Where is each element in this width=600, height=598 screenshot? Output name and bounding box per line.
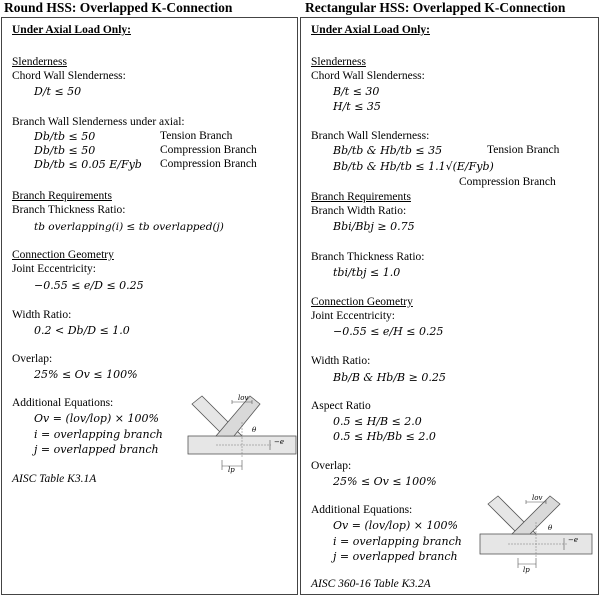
right-req-heading: Branch Requirements: [311, 191, 411, 203]
right-overlap-eq: 25% ≤ Ov ≤ 100%: [333, 475, 437, 488]
left-add-label: Additional Equations:: [12, 397, 114, 409]
left-k-connection-diagram: [186, 392, 298, 474]
left-overlap-eq: 25% ≤ Ov ≤ 100%: [34, 368, 138, 381]
left-panel: [1, 17, 298, 595]
e-label: −e: [568, 536, 579, 544]
left-ecc-eq: −0.55 ≤ e/D ≤ 0.25: [34, 279, 144, 292]
right-width-label: Width Ratio:: [311, 355, 371, 367]
left-overlap-label: Overlap:: [12, 353, 53, 365]
right-chord-eq-1: B/t ≤ 30: [333, 85, 380, 98]
left-add-eq-1: Ov = (lov/lop) × 100%: [34, 412, 159, 425]
left-branch-label: Branch Wall Slenderness under axial:: [12, 116, 185, 128]
theta-label: θ: [252, 426, 257, 434]
right-bwidth-eq: Bbi/Bbj ≥ 0.75: [333, 220, 415, 233]
right-header: Under Axial Load Only:: [311, 24, 430, 36]
left-branch-eq-3: Db/tb ≤ 0.05 E/Fyb: [34, 158, 142, 171]
lp-label: lp: [523, 566, 530, 574]
right-branch-type-2: Compression Branch: [459, 176, 556, 188]
right-width-eq: Bb/B & Hb/B ≥ 0.25: [333, 371, 446, 384]
right-title: Rectangular HSS: Overlapped K-Connection: [305, 0, 566, 15]
left-branch-type-1: Tension Branch: [160, 130, 233, 142]
right-bthick-label: Branch Thickness Ratio:: [311, 251, 425, 263]
lov-label: lov: [532, 494, 543, 502]
right-aspect-eq-2: 0.5 ≤ Hb/Bb ≤ 2.0: [333, 430, 436, 443]
right-add-eq-3: j = overlapped branch: [333, 550, 458, 563]
left-chord-eq: D/t ≤ 50: [34, 85, 82, 98]
right-chord-eq-2: H/t ≤ 35: [333, 100, 381, 113]
right-aspect-label: Aspect Ratio: [311, 400, 371, 412]
right-bthick-eq: tbi/tbj ≤ 1.0: [333, 266, 401, 279]
left-source: AISC Table K3.1A: [12, 473, 97, 485]
left-ecc-label: Joint Eccentricity:: [12, 263, 96, 275]
left-branch-eq-1: Db/tb ≤ 50: [34, 130, 96, 143]
left-title: Round HSS: Overlapped K-Connection: [4, 0, 233, 15]
left-width-eq: 0.2 < Db/D ≤ 1.0: [34, 324, 130, 337]
right-add-label: Additional Equations:: [311, 504, 413, 516]
left-thick-eq: tb overlapping(i) ≤ tb overlapped(j): [34, 221, 224, 233]
left-add-eq-3: j = overlapped branch: [34, 443, 159, 456]
right-chord-label: Chord Wall Slenderness:: [311, 70, 425, 82]
left-add-eq-2: i = overlapping branch: [34, 428, 163, 441]
right-overlap-label: Overlap:: [311, 460, 352, 472]
right-branch-type-1: Tension Branch: [487, 144, 560, 156]
theta-label: θ: [548, 524, 553, 532]
right-branch-eq-1: Bb/tb & Hb/tb ≤ 35: [333, 144, 443, 157]
right-add-eq-2: i = overlapping branch: [333, 535, 462, 548]
left-header: Under Axial Load Only:: [12, 24, 131, 36]
left-thick-label: Branch Thickness Ratio:: [12, 204, 126, 216]
right-geom-heading: Connection Geometry: [311, 296, 413, 308]
lov-label: lov: [238, 394, 249, 402]
right-k-connection-diagram: [478, 494, 594, 574]
left-branch-type-2: Compression Branch: [160, 144, 257, 156]
right-ecc-label: Joint Eccentricity:: [311, 310, 395, 322]
lp-label: lp: [228, 466, 235, 474]
left-branch-type-3: Compression Branch: [160, 158, 257, 170]
left-req-heading: Branch Requirements: [12, 190, 112, 202]
right-bwidth-label: Branch Width Ratio:: [311, 205, 407, 217]
right-slenderness-heading: Slenderness: [311, 56, 366, 68]
left-geom-heading: Connection Geometry: [12, 249, 114, 261]
right-add-eq-1: Ov = (lov/lop) × 100%: [333, 519, 458, 532]
e-label: −e: [274, 438, 285, 446]
right-branch-label: Branch Wall Slenderness:: [311, 130, 430, 142]
left-slenderness-heading: Slenderness: [12, 56, 67, 68]
right-ecc-eq: −0.55 ≤ e/H ≤ 0.25: [333, 325, 444, 338]
right-aspect-eq-1: 0.5 ≤ H/B ≤ 2.0: [333, 415, 422, 428]
left-width-label: Width Ratio:: [12, 309, 72, 321]
right-branch-eq-2: Bb/tb & Hb/tb ≤ 1.1√(E/Fyb): [333, 160, 494, 173]
right-source: AISC 360-16 Table K3.2A: [311, 578, 431, 590]
left-chord-label: Chord Wall Slenderness:: [12, 70, 126, 82]
left-branch-eq-2: Db/tb ≤ 50: [34, 144, 96, 157]
